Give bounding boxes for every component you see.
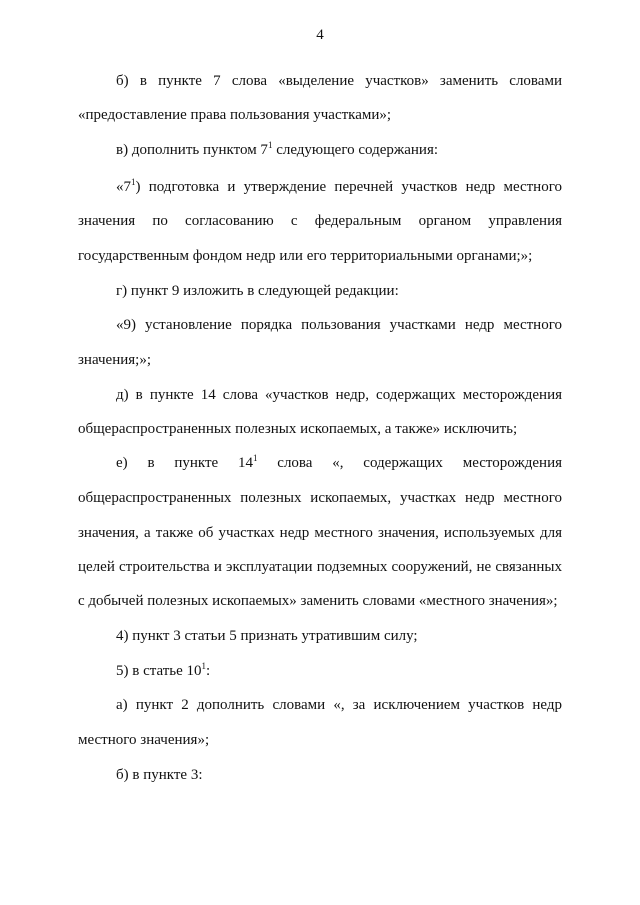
subitem-a-line-1: а) пункт 2 дополнить словами «, за исключением участков недр xyxy=(116,697,562,713)
paragraph-v-text-start: в) дополнить пунктом 7 xyxy=(116,142,268,158)
superscript: 1 xyxy=(201,661,207,671)
paragraph-v-line xyxy=(116,141,562,159)
item-5-line xyxy=(116,662,562,680)
subitem-b-line: б) в пункте 3: xyxy=(116,767,203,783)
quote-9-line-1: «9) установление порядка пользования участками недр местного xyxy=(116,317,562,333)
paragraph-e-line-3: значения, а также об участках недр местного значения, используемых для xyxy=(78,525,562,541)
paragraph-g-line: г) пункт 9 изложить в следующей редакции: xyxy=(116,283,399,299)
item-4-line: 4) пункт 3 статьи 5 признать утратившим силу; xyxy=(116,628,418,644)
quote-7-1-text-end: ) подготовка и утверждение перечней участков недр местного xyxy=(135,179,562,195)
quote-9-line-2: значения;»; xyxy=(78,352,152,368)
item-5-text-end: : xyxy=(206,663,211,679)
paragraph-v-text-end: следующего содержания: xyxy=(272,142,439,158)
item-5-text-start: 5) в статье 10 xyxy=(116,663,202,679)
quote-7-1-line-2: значения по согласованию с федеральным органом управления xyxy=(78,213,562,229)
superscript: 1 xyxy=(131,177,136,187)
paragraph-d-line-1: д) в пункте 14 слова «участков недр, содержащих месторождения xyxy=(116,387,562,403)
paragraph-e-text-end: слова «, содержащих месторождения xyxy=(257,455,562,471)
paragraph-e-line-2: общераспространенных полезных ископаемых, участках недр местного xyxy=(78,490,562,506)
quote-7-1-line-3: государственным фондом недр или его территориальными органами;»; xyxy=(78,248,533,264)
paragraph-e-line-5: с добычей полезных ископаемых» заменить словами «местного значения»; xyxy=(78,593,558,609)
quote-7-1-text-start: «7 xyxy=(116,179,131,195)
subitem-a-line-2: местного значения»; xyxy=(78,732,210,748)
superscript: 1 xyxy=(252,453,258,463)
paragraph-e-line-4: целей строительства и эксплуатации подземных сооружений, не связанных xyxy=(78,559,562,575)
paragraph-e-text-start: е) в пункте 14 xyxy=(116,455,253,471)
paragraph-d-line-2: общераспространенных полезных ископаемых, а также» исключить; xyxy=(78,421,518,437)
paragraph-e-line-1 xyxy=(116,454,562,472)
superscript: 1 xyxy=(267,140,273,150)
quote-7-1-line-1 xyxy=(116,178,562,196)
page-number: 4 xyxy=(316,27,324,43)
paragraph-b-line-2: «предоставление права пользования участками»; xyxy=(78,107,392,123)
paragraph-b-line-1: б) в пункте 7 слова «выделение участков» заменить словами xyxy=(116,73,562,89)
